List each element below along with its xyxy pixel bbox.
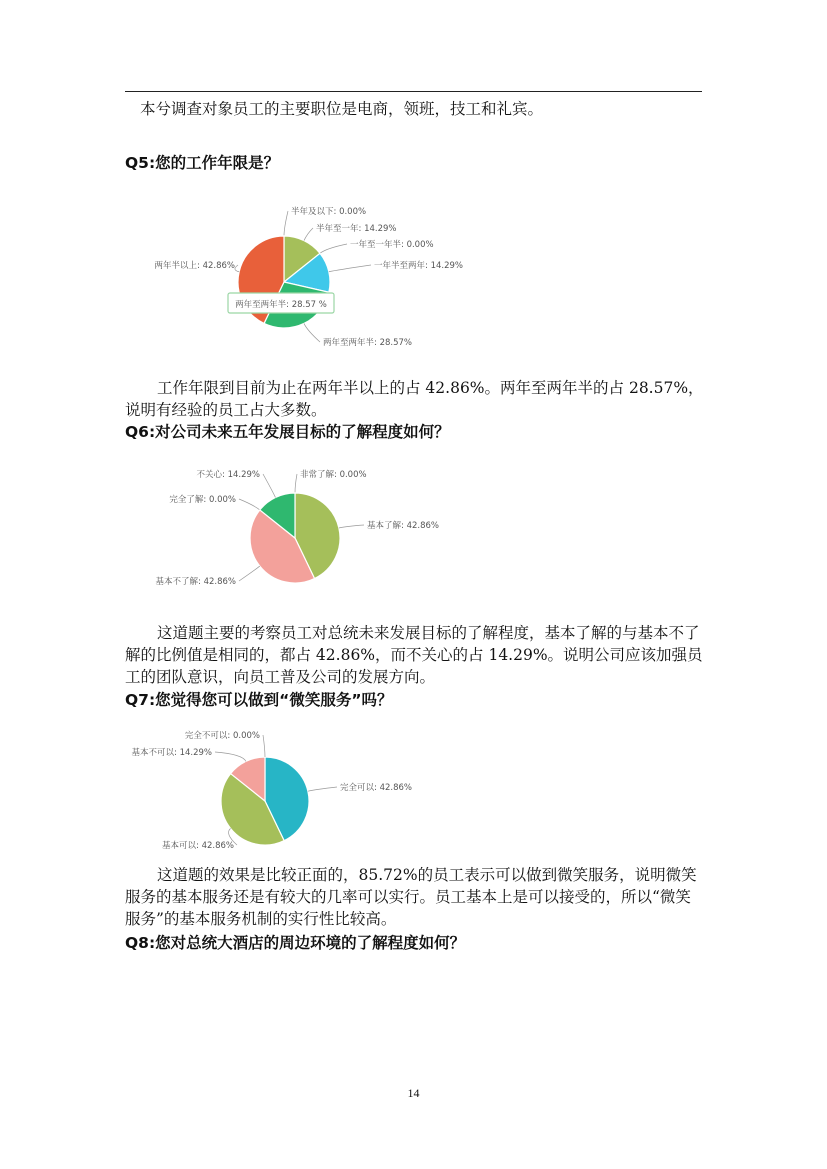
pie-leader-line (329, 265, 371, 272)
pie-slice-label: 一年至一年半: 0.00% (350, 240, 434, 250)
pie-slice-label: 一年半至两年: 14.29% (374, 261, 463, 271)
pie-slice-label: 完全可以: 42.86% (340, 783, 412, 793)
q5-paragraph: 工作年限到目前为止在两年半以上的占 42.86%。两年至两年半的占 28.57%，说明有经验的员工占大多数。 (125, 379, 704, 419)
page-number: 14 (407, 1086, 420, 1100)
q6-pie-chart (120, 462, 480, 598)
q6-paragraph: 这道题主要的考察员工对总统未来发展目标的了解程度，基本了解的与基本不了解的比例值是相同的，都占 42.86%，而不关心的占 14.29%。说明公司应该加强员工的团队意识，向员工普及公司的发展方向。 (125, 624, 703, 686)
pie-slice-label: 完全了解: 0.00% (169, 495, 236, 505)
pie-slice-label: 非常了解: 0.00% (300, 470, 367, 480)
question-q5-heading: Q5:您的工作年限是？ (125, 154, 280, 172)
q7-pie-chart (120, 728, 440, 858)
question-q8-heading: Q8:您对总统大酒店的周边环境的了解程度如何？ (125, 934, 466, 952)
pie-slice-label: 两年半以上: 42.86% (154, 261, 235, 271)
pie-slice-label: 半年至一年: 14.29% (316, 224, 397, 234)
pie-leader-line (239, 566, 260, 581)
pie-slice-label: 完全不可以: 0.00% (184, 731, 260, 741)
header-rule (125, 91, 702, 92)
pie-slice-label: 半年及以下: 0.00% (291, 207, 367, 217)
pie-slice-label: 基本可以: 42.86% (162, 841, 234, 851)
question-q6-heading: Q6:对公司未来五年发展目标的了解程度如何？ (125, 423, 450, 441)
question-q7-heading: Q7:您觉得您可以做到“微笑服务”吗？ (125, 691, 393, 709)
pie-leader-line (339, 525, 364, 528)
q5-pie-chart (120, 200, 463, 360)
pie-leader-line (239, 499, 260, 510)
pie-leader-line (263, 735, 265, 757)
q7-paragraph: 这道题的效果是比较正面的，85.72%的员工表示可以做到微笑服务，说明微笑服务的基本服务还是有较大的几率可以实行。员工基本上是可以接受的，所以“微笑服务”的基本服务机制的实行性比较高。 (125, 866, 697, 928)
pie-slice-label: 不关心: 14.29% (196, 470, 260, 480)
chart-tooltip (228, 293, 334, 313)
pie-leader-line (284, 211, 288, 236)
pie-leader-line (308, 787, 337, 791)
pie-leader-line (304, 228, 313, 241)
svg-text:两年至两年半: 28.57 %: 两年至两年半: 28.57 % (235, 300, 327, 310)
pie-leader-line (215, 752, 246, 761)
pie-slice-label: 基本了解: 42.86% (367, 521, 439, 531)
pie-leader-line (320, 244, 347, 253)
intro-paragraph: 本兮调查对象员工的主要职位是电商，领班，技工和礼宾。 (140, 100, 544, 118)
pie-leader-line (235, 265, 239, 272)
pie-slice-label: 两年至两年半: 28.57% (323, 338, 412, 348)
pie-leader-line (295, 474, 297, 493)
pie-leader-line (304, 323, 320, 342)
pie-leader-line (263, 474, 275, 497)
pie-slice-label: 基本不了解: 42.86% (155, 577, 236, 587)
pie-slice-label: 基本不可以: 14.29% (131, 748, 212, 758)
